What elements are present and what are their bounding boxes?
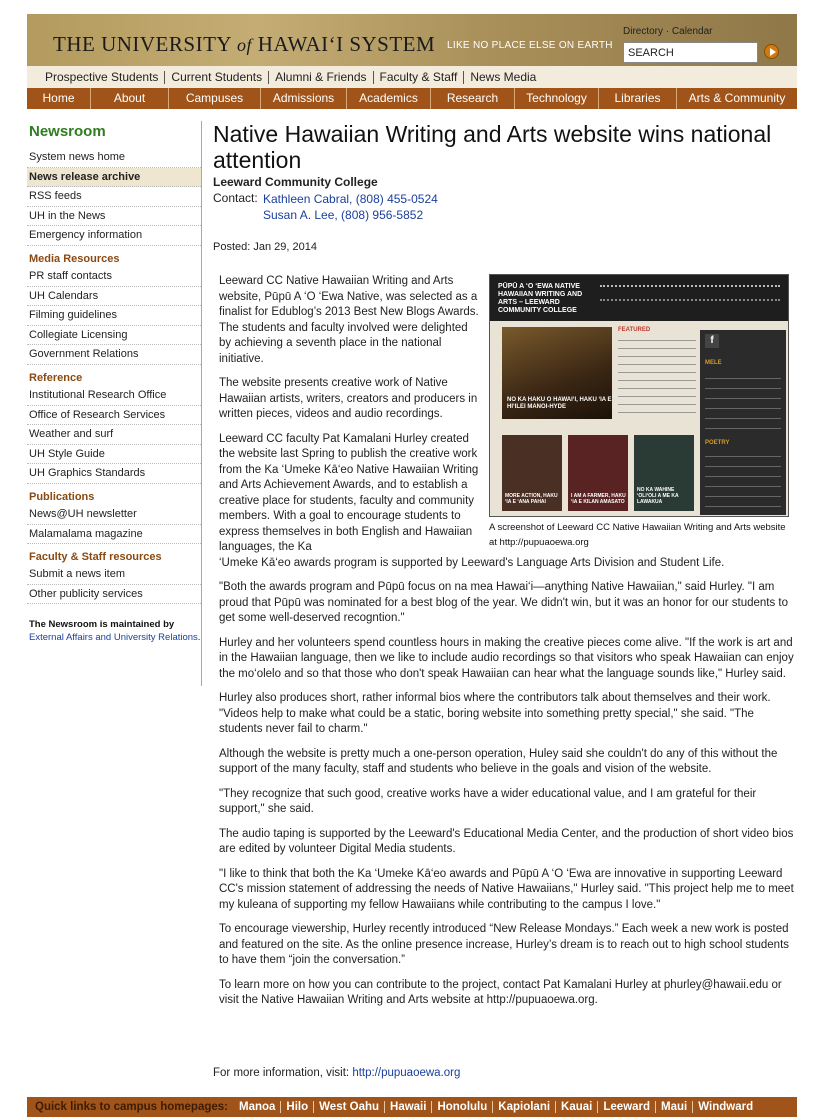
site-logo[interactable]	[53, 32, 435, 57]
figure-mele: MELE	[705, 360, 722, 366]
sidebar-item-institutional-research[interactable]: Institutional Research Office	[27, 386, 201, 406]
tagline: LIKE NO PLACE ELSE ON EARTH	[447, 40, 613, 51]
sidebar-item-filming[interactable]: Filming guidelines	[27, 306, 201, 326]
more-info-label: For more information, visit:	[213, 1067, 350, 1079]
article-paragraph: The website presents creative work of Native Hawaiian artists, writers, creators and producers in written pieces, videos and audio recordings.	[219, 377, 478, 420]
article-paragraph: Leeward CC Native Hawaiian Writing and Arts website, Pūpū A ‘O ‘Ewa Native, was selected as a finalist for Edublog’s 2013 Best New Blogs Awards. The students and faculty involved were delighted by achieving a seventh place in the national initiative.	[219, 275, 479, 365]
more-info-link[interactable]: http://pupuaoewa.org	[352, 1067, 461, 1079]
posted-date: Posted: Jan 29, 2014	[213, 241, 317, 253]
campus-link-hilo[interactable]: Hilo	[281, 1101, 314, 1113]
main-nav	[27, 88, 797, 109]
sidebar-section-media: Media Resources	[29, 252, 120, 265]
campus-link-maui[interactable]: Maui	[656, 1101, 693, 1113]
sidebar-item-uh-calendars[interactable]: UH Calendars	[27, 287, 201, 307]
audience-news-media[interactable]: News Media	[470, 69, 537, 84]
nav-research[interactable]: Research	[431, 88, 515, 109]
logo-text: THE UNIVERSITY	[53, 32, 232, 56]
article-paragraph: To encourage viewership, Hurley recently introduced “New Release Mondays.” Each week a new work is posted and featured on the site. As the online presence increase, Hurley’s dream is to reach out to high school students to have them “join the conversation.”	[219, 923, 790, 966]
quick-links-label: Quick links to campus homepages:	[35, 1101, 228, 1113]
campus-link-hawaii[interactable]: Hawaii	[385, 1101, 432, 1113]
sidebar-item-rss-feeds[interactable]: RSS feeds	[27, 187, 201, 207]
article-paragraph: Hurley also produces short, rather informal bios where the contributors talk about themselves and their work. "Videos help to make what could be a static, boring website into something pretty special," she said. "The students never fail to charm."	[219, 692, 771, 735]
article-paragraph: The audio taping is supported by the Leeward's Educational Media Center, and the production of short video bios are edited by volunteer Digital Media students.	[219, 827, 794, 855]
article-paragraph: "I like to think that both the Ka ‘Umeke Kā‘eo awards and Pūpū A ‘O ‘Ewa are innovative in supporting Leeward CC's mission statement of addressing the needs of Native Hawaiians," Hurley said. "This project help me to meet my kuleana of supporting my fellow Hawaiians while contributing to the campus I love."	[219, 867, 794, 911]
nav-technology[interactable]: Technology	[515, 88, 599, 109]
sidebar-item-graphics-standards[interactable]: UH Graphics Standards	[27, 464, 201, 484]
directory-link[interactable]: Directory	[623, 26, 664, 37]
sidebar-item-research-services[interactable]: Office of Research Services	[27, 406, 201, 426]
external-affairs-link[interactable]: External Affairs and University Relations	[29, 632, 198, 644]
note-bold: The Newsroom is maintained by	[29, 619, 175, 631]
campus-quick-links	[27, 1097, 797, 1117]
article-paragraph: Hurley and her volunteers spend countless hours in making the creative pieces come alive. "If the work is art and in the Hawaiian language, then we like to include audio recordings so that visitors who speak Hawaiian can enjoy the mo‘olelo and so that those who don't speak Hawaiian can hear what the language sounds like," Hurley said.	[219, 636, 794, 680]
search-input[interactable]	[624, 44, 757, 63]
audience-faculty-staff[interactable]: Faculty & Staff	[374, 71, 465, 84]
sidebar-item-weather-surf[interactable]: Weather and surf	[27, 425, 201, 445]
facebook-icon: f	[705, 334, 719, 348]
nav-arts-community[interactable]: Arts & Community	[688, 91, 786, 105]
campus-link-leeward[interactable]: Leeward	[598, 1101, 656, 1113]
sidebar-section-publications: Publications	[29, 490, 95, 503]
figure-tile-2: I AM A FARMER, HAKU ‘IA E KILAN AMASATO	[571, 493, 626, 505]
article-paragraph: Leeward CC faculty Pat Kamalani Hurley created the website last Spring to publish the creative work from the Ka ‘Umeke Kā‘eo Native Hawaiian Writing and Arts Achievement Awards, and to establish a creative place for students, faculty and community members. With a goal to encourage students to express themselves in both English and Hawaiian languages, the Ka	[219, 432, 479, 553]
sidebar-maintainer-note	[29, 618, 201, 644]
sidebar-section-faculty: Faculty & Staff resources	[29, 551, 162, 564]
figure-site-title: PŪPŪ A ‘O ‘EWA NATIVE HAWAIIAN WRITING AND ARTS – LEEWARD COMMUNITY COLLEGE	[498, 283, 583, 314]
figure-poetry: POETRY	[705, 440, 730, 446]
article-paragraph: To learn more on how you can contribute to the project, contact Pat Kamalani Hurley at phurley@hawaii.edu or visit the Native Hawaiian Writing and Arts website at http://pupuaoewa.org.	[219, 978, 782, 1006]
sidebar-item-malamalama[interactable]: Malamalama magazine	[27, 525, 201, 545]
article-paragraph: "They recognize that such good, creative works have a wider educational value, and I am grateful for their support," she said.	[219, 787, 757, 815]
figure-tile-1: MORE ACTION, HAKU ‘IA E ‘ANA PAHAI	[505, 493, 558, 505]
contact-block	[213, 191, 803, 223]
campus-link-kapiolani[interactable]: Kapiolani	[493, 1101, 556, 1113]
contact-link-cabral[interactable]: Kathleen Cabral, (808) 455-0524	[263, 192, 438, 206]
nav-home[interactable]: Home	[27, 88, 91, 109]
nav-libraries[interactable]: Libraries	[599, 88, 677, 109]
contact-link-lee[interactable]: Susan A. Lee, (808) 956-5852	[263, 208, 424, 222]
nav-admissions[interactable]: Admissions	[261, 88, 347, 109]
audience-prospective-students[interactable]: Prospective Students	[45, 71, 165, 84]
article-paragraph: "Both the awards program and Pūpū focus on na mea Hawai‘i—anything Native Hawaiian," said Hurley. "I am proud that Pūpū was nominated for a best blog of the year. We didn't win, but it was an honor for our students to get some well-deserved recogntion."	[219, 581, 789, 624]
logo-text-end: HAWAI‘I SYSTEM	[257, 32, 436, 56]
campus-link-kauai[interactable]: Kauai	[556, 1101, 598, 1113]
search-go-icon[interactable]	[764, 44, 779, 59]
campus-link-manoa[interactable]: Manoa	[234, 1101, 281, 1113]
figure-featured: FEATURED	[618, 327, 651, 333]
nav-campuses[interactable]: Campuses	[169, 88, 261, 109]
sidebar-item-pr-staff[interactable]: PR staff contacts	[27, 267, 201, 287]
sidebar-section-reference: Reference	[29, 371, 83, 384]
sidebar-title[interactable]: Newsroom	[29, 123, 106, 140]
logo-of: of	[237, 35, 253, 55]
top-utility-nav	[623, 26, 713, 37]
audience-alumni-friends[interactable]: Alumni & Friends	[269, 71, 373, 84]
note-period: .	[197, 632, 201, 644]
article-header	[213, 121, 803, 253]
sidebar-item-newsletter[interactable]: News@UH newsletter	[27, 505, 201, 525]
article-paragraph: Although the website is pretty much a one-person operation, Huley said she couldn't do any of this without the support of the many faculty, staff and students who believe in the goals and vision of the website.	[219, 747, 778, 775]
sidebar-item-submit-news[interactable]: Submit a news item	[27, 565, 201, 585]
sidebar-item-licensing[interactable]: Collegiate Licensing	[27, 326, 201, 346]
nav-about[interactable]: About	[91, 88, 169, 109]
calendar-link[interactable]: Calendar	[671, 26, 713, 37]
separator: ·	[663, 26, 672, 37]
figure-hero-text: NO KA HAKU O HAWAI‘I, HAKU ‘IA E HI‘ILEI MANOI-HYDE	[507, 397, 612, 410]
campus-link-honolulu[interactable]: Honolulu	[432, 1101, 493, 1113]
sidebar-item-publicity[interactable]: Other publicity services	[27, 585, 201, 605]
article-org: Leeward Community College	[213, 175, 378, 189]
campus-link-windward[interactable]: Windward	[698, 1101, 754, 1113]
contact-label: Contact:	[213, 191, 258, 205]
audience-nav	[27, 66, 797, 88]
article-paragraph: ‘Umeke Kā‘eo awards program is supported by Leeward's Language Arts Division and Student Life.	[219, 556, 725, 569]
sidebar-item-uh-in-the-news[interactable]: UH in the News	[27, 207, 201, 227]
search-box	[623, 42, 758, 63]
sidebar-item-emergency-information[interactable]: Emergency information	[27, 226, 201, 246]
sidebar-item-style-guide[interactable]: UH Style Guide	[27, 445, 201, 465]
sidebar-item-news-release-archive[interactable]: News release archive	[27, 168, 201, 188]
sidebar-item-system-news-home[interactable]: System news home	[27, 148, 201, 168]
article-body	[219, 274, 797, 1018]
audience-current-students[interactable]: Current Students	[165, 71, 269, 84]
sidebar-item-gov-relations[interactable]: Government Relations	[27, 345, 201, 365]
nav-academics[interactable]: Academics	[347, 88, 431, 109]
article-title: Native Hawaiian Writing and Arts website wins national attention	[213, 121, 772, 173]
figure-tile-3: NO KA WAHINE ‘OLI‘OLI A ME KA LAWAKUA	[637, 487, 679, 505]
figure-caption: A screenshot of Leeward CC Native Hawaiian Writing and Arts website at http://pupuaoewa.org	[489, 522, 786, 548]
campus-link-west-oahu[interactable]: West Oahu	[314, 1101, 385, 1113]
sidebar	[27, 121, 202, 686]
more-info	[213, 1067, 460, 1079]
